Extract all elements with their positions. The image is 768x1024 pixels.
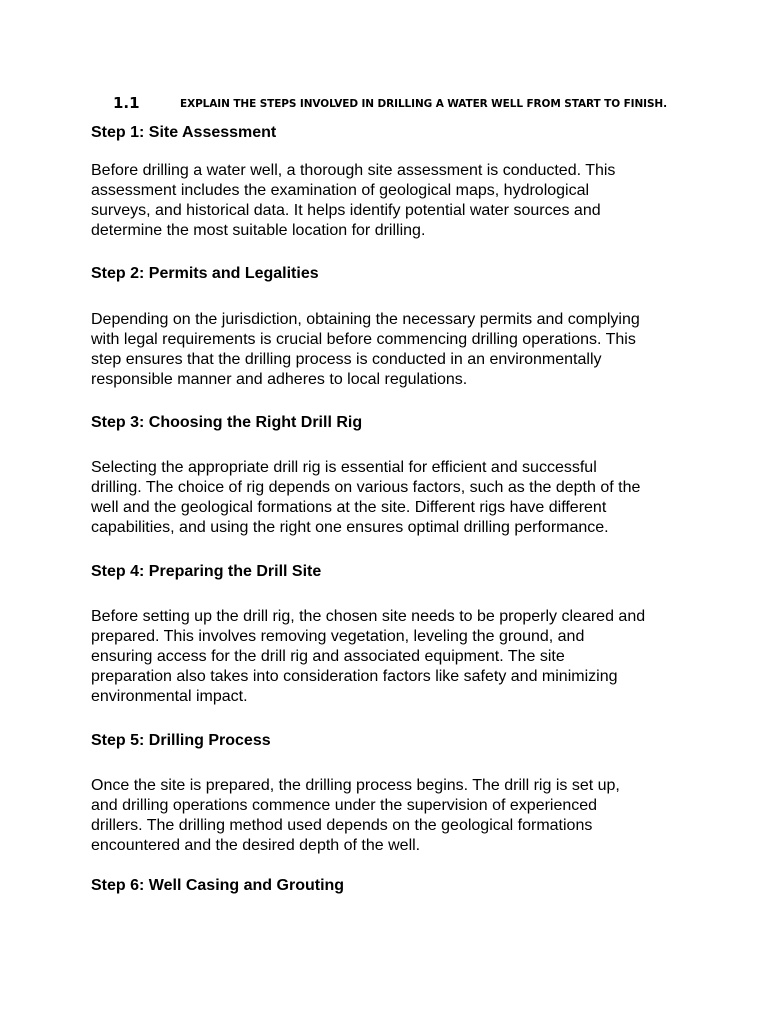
step-3-paragraph xyxy=(91,458,640,538)
paragraph-line: Before setting up the drill rig, the chosen site needs to be properly cleared and xyxy=(91,608,646,625)
step-3-heading: Step 3: Choosing the Right Drill Rig xyxy=(91,414,363,431)
step-4-heading: Step 4: Preparing the Drill Site xyxy=(91,563,322,580)
paragraph-line: capabilities, and using the right one ensures optimal drilling performance. xyxy=(91,519,609,536)
question-number: 1.1 xyxy=(113,94,140,112)
paragraph-line: responsible manner and adheres to local regulations. xyxy=(91,371,468,388)
step-2-heading: Step 2: Permits and Legalities xyxy=(91,265,319,282)
paragraph-line: drillers. The drilling method used depends on the geological formations xyxy=(91,817,593,834)
paragraph-line: well and the geological formations at the site. Different rigs have different xyxy=(91,499,607,516)
paragraph-line: Selecting the appropriate drill rig is essential for efficient and successful xyxy=(91,459,597,476)
paragraph-line: with legal requirements is crucial before commencing drilling operations. This xyxy=(91,331,636,348)
paragraph-line: determine the most suitable location for drilling. xyxy=(91,222,426,239)
paragraph-line: prepared. This involves removing vegetation, leveling the ground, and xyxy=(91,628,585,645)
paragraph-line: Before drilling a water well, a thorough site assessment is conducted. This xyxy=(91,162,616,179)
paragraph-line: assessment includes the examination of geological maps, hydrological xyxy=(91,182,590,199)
step-5-heading: Step 5: Drilling Process xyxy=(91,732,271,749)
paragraph-line: surveys, and historical data. It helps identify potential water sources and xyxy=(91,202,601,219)
paragraph-line: preparation also takes into consideration factors like safety and minimizing xyxy=(91,668,618,685)
step-2-paragraph xyxy=(91,310,640,390)
paragraph-line: and drilling operations commence under the supervision of experienced xyxy=(91,797,598,814)
paragraph-line: environmental impact. xyxy=(91,688,248,705)
paragraph-line: drilling. The choice of rig depends on various factors, such as the depth of the xyxy=(91,479,641,496)
paragraph-line: Once the site is prepared, the drilling process begins. The drill rig is set up, xyxy=(91,777,620,794)
step-1-paragraph xyxy=(91,161,615,241)
paragraph-line: Depending on the jurisdiction, obtaining the necessary permits and complying xyxy=(91,311,640,328)
question-text: EXPLAIN THE STEPS INVOLVED IN DRILLING A WATER WELL FROM START TO FINISH. xyxy=(180,98,667,110)
step-6-heading: Step 6: Well Casing and Grouting xyxy=(91,877,345,894)
step-4-paragraph xyxy=(91,607,645,707)
step-1-heading: Step 1: Site Assessment xyxy=(91,124,277,141)
paragraph-line: encountered and the desired depth of the well. xyxy=(91,837,421,854)
step-5-paragraph xyxy=(91,776,620,856)
paragraph-line: ensuring access for the drill rig and associated equipment. The site xyxy=(91,648,565,665)
paragraph-line: step ensures that the drilling process is conducted in an environmentally xyxy=(91,351,602,368)
question-header xyxy=(113,93,753,115)
